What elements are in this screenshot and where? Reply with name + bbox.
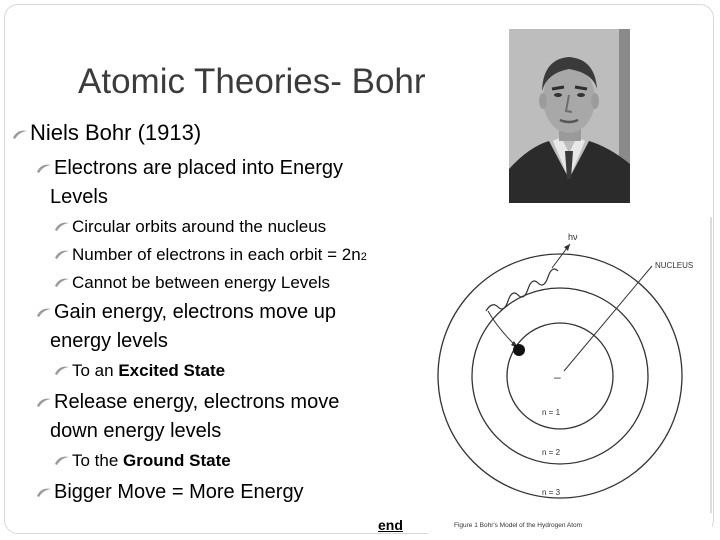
bullet-swoosh-icon (36, 306, 54, 318)
figure-caption: Figure 1 Bohr's Model of the Hydrogen Atom (454, 522, 583, 529)
n2-label: n = 2 (542, 448, 561, 457)
bullet-energy-levels (36, 157, 343, 180)
bullet-continuation: Levels (50, 186, 108, 208)
bullet-continuation: down energy levels (50, 420, 222, 442)
bullet-cannot-be-between (54, 273, 330, 293)
bullet-swoosh-icon (54, 454, 72, 466)
bullet-swoosh-icon (54, 276, 72, 288)
n1-label: n = 1 (542, 408, 561, 417)
nucleus-label: NUCLEUS (655, 261, 694, 270)
bullet-text: Niels Bohr (1913) (30, 120, 202, 145)
bullet-circular-orbits (54, 217, 326, 237)
bullet-text: Circular orbits around the nucleus (72, 217, 327, 236)
bullet-text: Electrons are placed into Energy (54, 157, 344, 179)
electron (513, 344, 525, 356)
bullet-text: Number of electrons in each orbit = 2n (72, 245, 361, 264)
bullet-text: To an (72, 361, 114, 380)
bullet-bigger-move (36, 481, 304, 504)
bullet-gain-energy (36, 301, 336, 324)
end-link[interactable]: end (378, 517, 403, 533)
bullet-text: Release energy, electrons move (54, 391, 340, 413)
bold-term: Excited State (118, 361, 226, 380)
bullet-text: To the (72, 451, 119, 470)
nucleus-symbol: – (554, 370, 561, 384)
photon-label: hν (568, 232, 578, 242)
bullet-swoosh-icon (54, 364, 72, 376)
bullet-swoosh-icon (36, 162, 54, 174)
bullet-text: Bigger Move = More Energy (54, 481, 304, 503)
bullet-text: Cannot be between energy Levels (72, 273, 331, 292)
portrait-image (509, 29, 630, 203)
bullet-swoosh-icon (12, 128, 30, 140)
bullet-release-energy (36, 391, 339, 414)
slide-title: Atomic Theories- Bohr (78, 62, 426, 101)
bold-term: Ground State (123, 451, 231, 470)
bohr-model-diagram (428, 213, 712, 535)
bullet-swoosh-icon (36, 486, 54, 498)
bullet-niels-bohr (12, 120, 201, 146)
n3-label: n = 3 (542, 488, 561, 497)
superscript: 2 (360, 251, 367, 263)
bullet-swoosh-icon (54, 248, 72, 260)
bullet-excited-state (54, 361, 225, 381)
bullet-continuation: energy levels (50, 330, 168, 352)
bullet-swoosh-icon (54, 220, 72, 232)
bohr-model-figure (428, 213, 712, 535)
bullet-electrons-per-orbit (54, 245, 367, 265)
niels-bohr-photo (509, 29, 630, 203)
bullet-ground-state (54, 451, 231, 471)
bullet-text: Gain energy, electrons move up (54, 301, 337, 323)
bullet-swoosh-icon (36, 396, 54, 408)
